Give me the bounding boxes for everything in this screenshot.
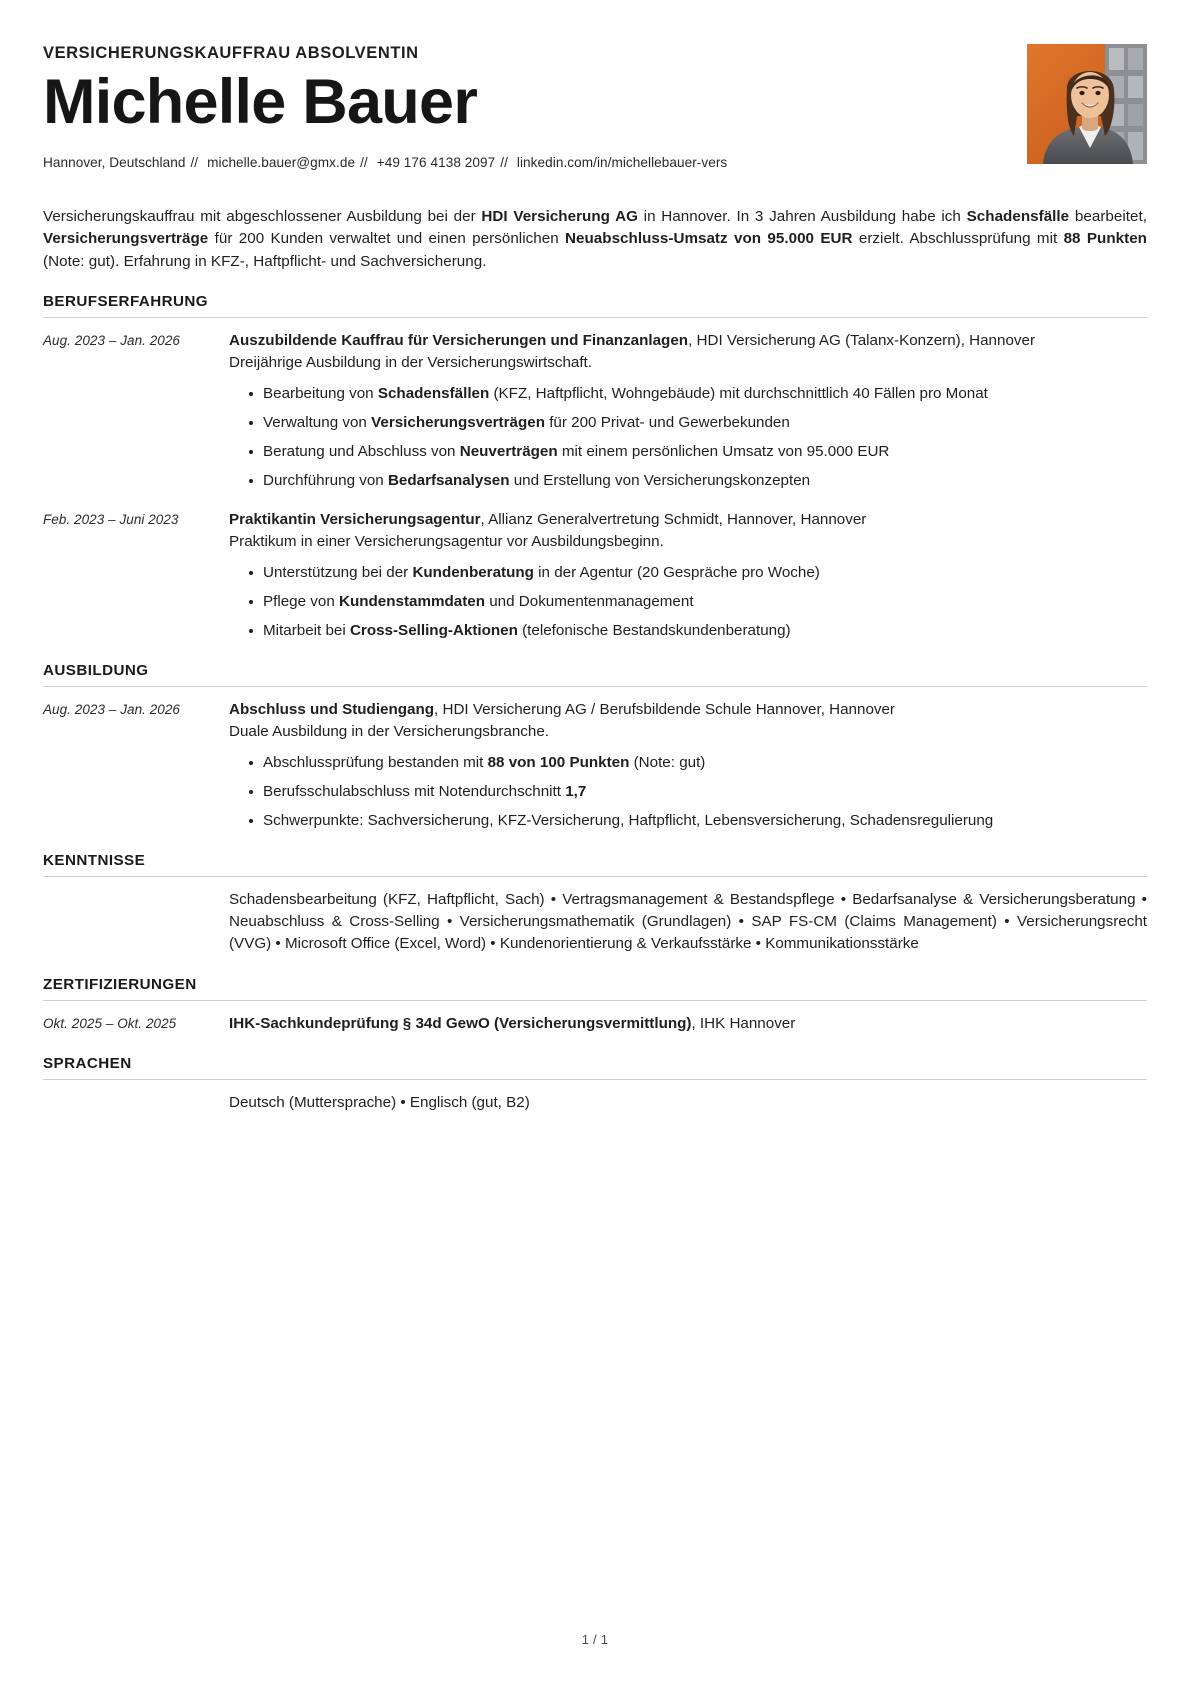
section-sprachen: [43, 1055, 1147, 1114]
section-ausbildung: [43, 662, 1147, 832]
list-item: [263, 562, 1147, 584]
entry-body: [229, 1013, 1147, 1035]
emphasis-text: Neuabschluss-Umsatz von 95.000 EUR: [565, 230, 853, 248]
entry-bullet-list: [229, 383, 1147, 492]
avatar: [1027, 44, 1147, 164]
contact-separator: //: [360, 155, 368, 171]
list-item: [263, 470, 1147, 492]
entry-date: Feb. 2023 – Juni 2023: [43, 511, 179, 527]
body-text: und Erstellung von Versicherungskonzepten: [509, 471, 811, 489]
section-title-zertifizierungen: ZERTIFIZIERUNGEN: [43, 976, 1147, 1001]
section-berufserfahrung: [43, 293, 1147, 642]
page-indicator: 1 / 1: [581, 1632, 609, 1647]
emphasis-text: IHK-Sachkundeprüfung § 34d GewO (Versicherungsvermittlung): [229, 1014, 692, 1032]
entry-plain-text: Deutsch (Muttersprache) • Englisch (gut, B2): [229, 1093, 530, 1111]
body-text: (Note: gut): [629, 753, 706, 771]
entry-row: [43, 687, 1147, 832]
job-title-eyebrow: VERSICHERUNGSKAUFFRAU ABSOLVENTIN: [43, 44, 419, 62]
body-text: (KFZ, Haftpflicht, Wohngebäude) mit durchschnittlich 40 Fällen pro Monat: [489, 384, 988, 402]
entry-headline: [229, 330, 1147, 352]
section-kenntnisse: [43, 852, 1147, 956]
body-text: erzielt. Abschlussprüfung mit: [852, 230, 1064, 248]
entry-row: [43, 1001, 1147, 1035]
entry-date: Aug. 2023 – Jan. 2026: [43, 333, 180, 349]
list-item: [263, 810, 1147, 832]
list-item: [263, 781, 1147, 803]
entry-row: [43, 492, 1147, 642]
entry-headline: [229, 699, 1147, 721]
entry-body: [229, 1092, 1147, 1114]
emphasis-text: 1,7: [565, 782, 587, 800]
body-text: Pflege von: [263, 592, 339, 610]
list-item: [263, 752, 1147, 774]
resume-sections: [43, 293, 1147, 1114]
emphasis-text: Abschluss und Studiengang: [229, 700, 435, 718]
emphasis-text: Bedarfsanalysen: [387, 471, 510, 489]
emphasis-text: Cross-Selling-Aktionen: [349, 621, 518, 639]
entry-body: [229, 889, 1147, 956]
emphasis-text: Schadensfällen: [377, 384, 490, 402]
body-text: in der Agentur (20 Gespräche pro Woche): [533, 563, 820, 581]
entry-subtitle: Dreijährige Ausbildung in der Versicherungswirtschaft.: [229, 353, 593, 371]
contact-linkedin[interactable]: linkedin.com/in/michellebauer-vers: [516, 155, 728, 171]
entry-body: [229, 330, 1147, 492]
resume-header: [43, 44, 1147, 184]
emphasis-text: Versicherungsverträge: [43, 230, 209, 248]
emphasis-text: Kundenberatung: [412, 563, 534, 581]
body-text: Bearbeitung von: [263, 384, 378, 402]
contact-separator: //: [500, 155, 508, 171]
page-title: Michelle Bauer: [43, 66, 478, 137]
emphasis-text: Auszubildende Kauffrau für Versicherungen und Finanzanlagen: [229, 332, 689, 350]
emphasis-text: Praktikantin Versicherungsagentur: [229, 510, 481, 528]
body-text: bearbeitet,: [1069, 208, 1147, 225]
list-item: [263, 591, 1147, 613]
entry-subtitle: Praktikum in einer Versicherungsagentur vor Ausbildungsbeginn.: [229, 532, 664, 550]
body-text: , IHK Hannover: [691, 1014, 796, 1032]
entry-body: [229, 699, 1147, 832]
contact-location: Hannover, Deutschland: [43, 155, 186, 171]
contact-phone[interactable]: +49 176 4138 2097: [376, 155, 496, 171]
emphasis-text: HDI Versicherung AG: [481, 208, 638, 225]
body-text: Verwaltung von: [263, 413, 372, 431]
body-text: für 200 Kunden verwaltet und einen persönlichen: [208, 230, 566, 248]
section-title-kenntnisse: KENNTNISSE: [43, 852, 1147, 877]
body-text: , HDI Versicherung AG (Talanx-Konzern), Hannover: [688, 332, 1035, 350]
entry-row: [43, 318, 1147, 492]
entry-subtitle: Duale Ausbildung in der Versicherungsbranche.: [229, 722, 549, 740]
body-text: Berufsschulabschluss mit Notendurchschnitt: [263, 782, 566, 800]
body-text: Versicherungskauffrau mit abgeschlossener Ausbildung bei der: [43, 208, 482, 225]
body-text: mit einem persönlichen Umsatz von 95.000 EUR: [557, 442, 890, 460]
entry-bullet-list: [229, 562, 1147, 642]
entry-row: [43, 1080, 1147, 1114]
body-text: , HDI Versicherung AG / Berufsbildende Schule Hannover, Hannover: [434, 700, 895, 718]
emphasis-text: Versicherungsverträgen: [371, 413, 545, 431]
section-title-sprachen: SPRACHEN: [43, 1055, 1147, 1080]
section-zertifizierungen: [43, 976, 1147, 1035]
body-text: Beratung und Abschluss von: [263, 442, 460, 460]
body-text: (Note: gut). Erfahrung in KFZ-, Haftpflicht- und Sachversicherung.: [43, 252, 487, 270]
emphasis-text: Kundenstammdaten: [339, 592, 485, 610]
entry-bullet-list: [229, 752, 1147, 832]
emphasis-text: 88 Punkten: [1063, 230, 1147, 248]
list-item: [263, 441, 1147, 463]
entry-date: [43, 1092, 229, 1093]
body-text: Abschlussprüfung bestanden mit: [263, 753, 488, 771]
body-text: (telefonische Bestandskundenberatung): [517, 621, 791, 639]
entry-headline: [229, 1013, 1147, 1035]
entry-date: Aug. 2023 – Jan. 2026: [43, 701, 180, 717]
list-item: [263, 412, 1147, 434]
body-text: , Allianz Generalvertretung Schmidt, Hannover, Hannover: [480, 510, 867, 528]
entry-date: [43, 889, 229, 890]
body-text: Schwerpunkte: Sachversicherung, KFZ-Versicherung, Haftpflicht, Lebensversicherung, Schadensregulierung: [263, 811, 994, 829]
entry-headline: [229, 509, 1147, 531]
list-item: [263, 383, 1147, 405]
header-text-block: [43, 44, 1147, 172]
entry-body: [229, 509, 1147, 642]
section-title-berufserfahrung: BERUFSERFAHRUNG: [43, 293, 1147, 318]
section-title-ausbildung: AUSBILDUNG: [43, 662, 1147, 687]
body-text: und Dokumentenmanagement: [485, 592, 694, 610]
contact-line: [43, 154, 967, 172]
body-text: Mitarbeit bei: [263, 621, 350, 639]
list-item: [263, 620, 1147, 642]
entry-plain-text: Schadensbearbeitung (KFZ, Haftpflicht, Sach) • Vertragsmanagement & Bestandspflege • Bedarfsanalyse & Versicherungsberatung • Neuabschluss & Cross-Selling • Versicherungsmathematik (Grundlagen) • SAP FS-CM (Claims Management) • Versicherungsrecht (VVG) • Microsoft Office (Excel, Word) • Kundenorientierung & Verkaufsstärke • Kommunikationsstärke: [229, 890, 1147, 953]
body-text: Unterstützung bei der: [263, 563, 413, 581]
contact-email[interactable]: michelle.bauer@gmx.de: [207, 155, 356, 171]
emphasis-text: Schadensfälle: [966, 208, 1070, 225]
body-text: für 200 Privat- und Gewerbekunden: [544, 413, 790, 431]
emphasis-text: 88 von 100 Punkten: [487, 753, 630, 771]
profile-summary: [43, 206, 1147, 273]
emphasis-text: Neuverträgen: [459, 442, 558, 460]
body-text: in Hannover. In 3 Jahren Ausbildung habe ich: [637, 208, 967, 225]
entry-row: [43, 877, 1147, 956]
entry-date: Okt. 2025 – Okt. 2025: [43, 1015, 177, 1031]
body-text: Durchführung von: [263, 471, 388, 489]
contact-separator: //: [190, 155, 199, 171]
